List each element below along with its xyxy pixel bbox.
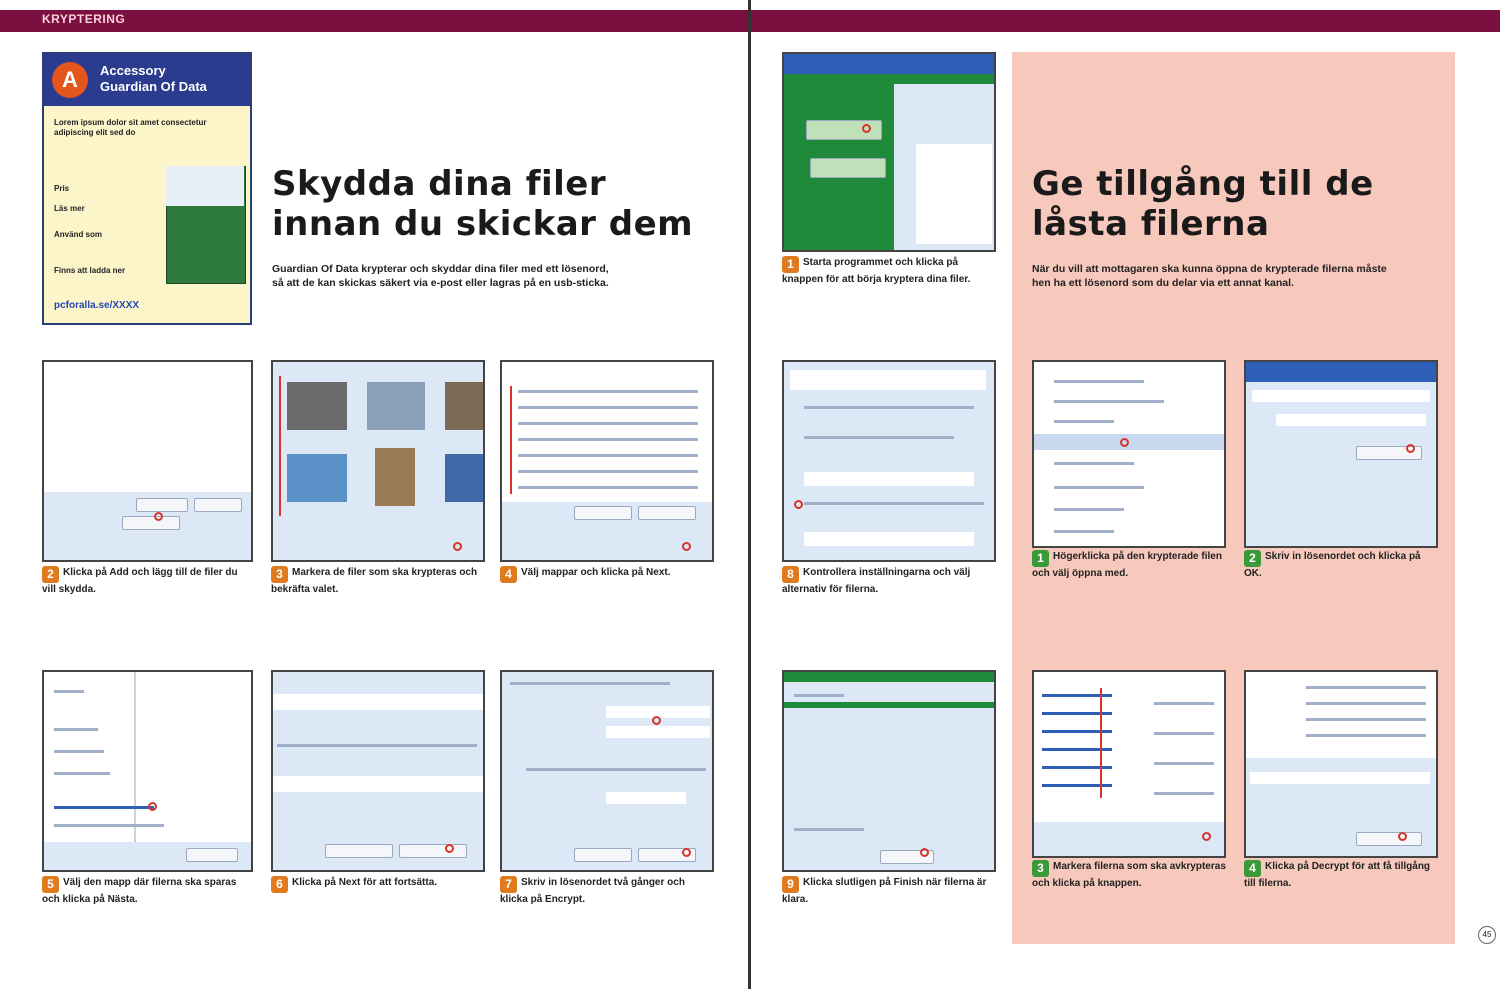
right-title-line2: låsta filerna — [1032, 204, 1270, 244]
caption-text: Klicka på Decrypt för att få tillgång till filerna. — [1244, 861, 1431, 889]
caption-text: Markera de filer som ska krypteras och bekräfta valet. — [271, 567, 478, 595]
right-intro: När du vill att mottagaren ska kunna öppna de krypterade filerna måste hen ha ett lösenord som du delar via ett annat kanal. — [1032, 263, 1387, 289]
step-number: 1 — [1032, 550, 1049, 567]
step-number: 2 — [1244, 550, 1261, 567]
product-box — [42, 52, 252, 325]
screenshot-step-2 — [42, 360, 253, 562]
screenshot-step-9 — [782, 670, 996, 872]
step-number: 4 — [500, 566, 517, 583]
caption-text: Högerklicka på den krypterade filen och välj öppna med. — [1032, 551, 1222, 579]
step-number: 3 — [1032, 860, 1049, 877]
caption-step-3 — [271, 566, 483, 596]
right-title-line1: Ge tillgång till de — [1032, 164, 1374, 204]
caption-text: Välj mappar och klicka på Next. — [521, 567, 671, 578]
caption-text: Markera filerna som ska avkrypteras och klicka på knappen. — [1032, 861, 1226, 889]
left-title-line2: innan du skickar dem — [272, 204, 694, 244]
software-box-top — [166, 166, 244, 206]
screenshot-step-7 — [500, 670, 714, 872]
screenshot-step-3 — [271, 360, 485, 562]
step-number: 8 — [782, 566, 799, 583]
caption-text: Kontrollera inställningarna och välj alternativ för filerna. — [782, 567, 971, 595]
step-number: 6 — [271, 876, 288, 893]
section-label: KRYPTERING — [42, 12, 126, 26]
product-name — [100, 63, 207, 95]
caption-open-4 — [1244, 860, 1438, 890]
step-number: 9 — [782, 876, 799, 893]
screenshot-open-1 — [1032, 360, 1226, 548]
caption-step-6 — [271, 876, 483, 893]
caption-step-2 — [42, 566, 252, 596]
screenshot-step-6 — [271, 670, 485, 872]
product-label-more: Läs mer — [54, 204, 85, 213]
product-label-use: Använd som — [54, 230, 103, 239]
product-url: pcforalla.se/XXXX — [54, 300, 140, 311]
caption-text: Skriv in lösenordet och klicka på OK. — [1244, 551, 1421, 579]
step-number: 7 — [500, 876, 517, 893]
left-title — [272, 164, 693, 244]
caption-open-3 — [1032, 860, 1226, 890]
screenshot-open-2 — [1244, 360, 1438, 548]
caption-open-1 — [1032, 550, 1226, 580]
page-number: 45 — [1478, 926, 1496, 944]
step-number: 1 — [782, 256, 799, 273]
product-name-line2: Guardian Of Data — [100, 79, 207, 94]
caption-text: Skriv in lösenordet två gånger och klicka på Encrypt. — [500, 877, 685, 905]
caption-mid-1 — [782, 256, 994, 286]
product-logo-icon: A — [52, 62, 88, 98]
product-blurb: Lorem ipsum dolor sit amet consectetur adipiscing elit sed do — [54, 118, 207, 137]
product-name-line1: Accessory — [100, 63, 166, 78]
left-title-line1: Skydda dina filer — [272, 164, 607, 204]
caption-text: Klicka på Add och lägg till de filer du vill skydda. — [42, 567, 238, 595]
caption-text: Välj den mapp där filerna ska sparas och klicka på Nästa. — [42, 877, 237, 905]
screenshot-step-8 — [782, 360, 996, 562]
caption-text: Klicka på Next för att fortsätta. — [292, 877, 438, 888]
screenshot-open-3 — [1032, 670, 1226, 858]
page-gutter — [748, 0, 751, 989]
caption-step-5 — [42, 876, 252, 906]
screenshot-step-4 — [500, 360, 714, 562]
product-label-download: Finns att ladda ner — [54, 266, 126, 275]
screenshot-start — [782, 52, 996, 252]
screenshot-open-4 — [1244, 670, 1438, 858]
caption-open-2 — [1244, 550, 1438, 580]
product-label-price: Pris — [54, 184, 70, 193]
step-number: 3 — [271, 566, 288, 583]
caption-step-7 — [500, 876, 712, 906]
right-title — [1032, 164, 1374, 244]
left-intro: Guardian Of Data krypterar och skyddar dina filer med ett lösenord, så att de kan skickas säkert via e-post eller lagras på en usb-sticka. — [272, 263, 609, 289]
caption-text: Starta programmet och klicka på knappen för att börja kryptera dina filer. — [782, 257, 971, 285]
caption-text: Klicka slutligen på Finish när filerna är klara. — [782, 877, 987, 905]
step-number: 2 — [42, 566, 59, 583]
caption-step-4 — [500, 566, 712, 583]
caption-mid-9 — [782, 876, 994, 906]
step-number: 4 — [1244, 860, 1261, 877]
screenshot-step-5 — [42, 670, 253, 872]
step-number: 5 — [42, 876, 59, 893]
caption-mid-8 — [782, 566, 994, 596]
